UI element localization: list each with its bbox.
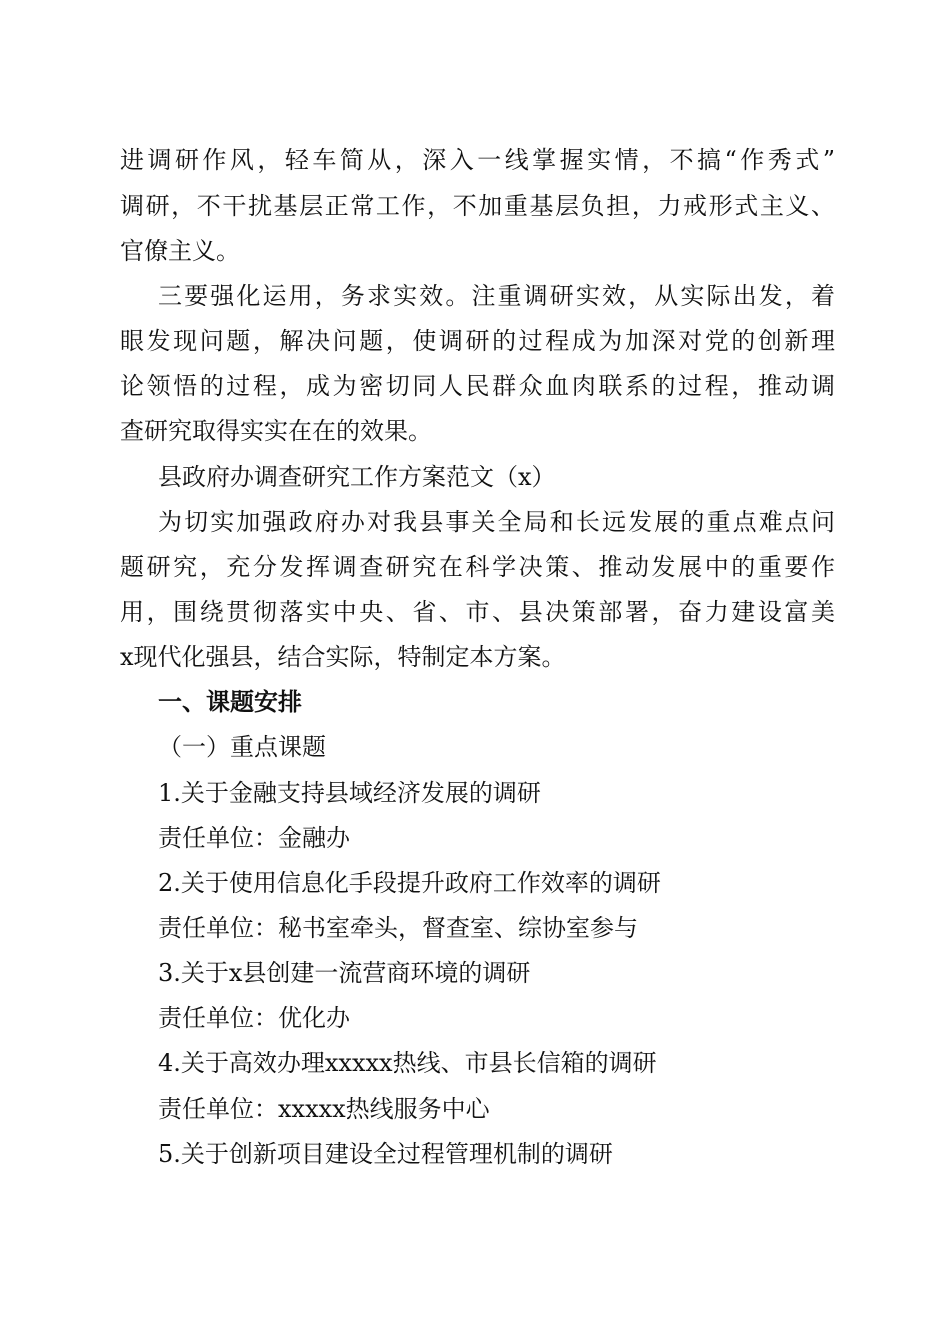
paragraph-start-line: 为切实加强政府办对我县事关全局和长远发展的重点难点问 bbox=[158, 508, 835, 536]
text-line: 进调研作风，轻车简从，深入一线掌握实情，不搞“作秀式” bbox=[120, 146, 835, 174]
topic-item: 3.关于x县创建一流营商环境的调研 bbox=[158, 959, 531, 987]
responsible-unit: 责任单位：秘书室牵头，督查室、综协室参与 bbox=[158, 914, 638, 942]
responsible-unit: 责任单位：xxxxx热线服务中心 bbox=[158, 1095, 490, 1123]
topic-item: 5.关于创新项目建设全过程管理机制的调研 bbox=[158, 1140, 613, 1168]
text-line: 查研究取得实实在在的效果。 bbox=[120, 417, 432, 445]
paragraph-start-line: 三要强化运用，务求实效。注重调研实效，从实际出发，着 bbox=[158, 282, 835, 310]
responsible-unit: 责任单位：优化办 bbox=[158, 1004, 350, 1032]
text-line: 用，围绕贯彻落实中央、省、市、县决策部署，奋力建设富美 bbox=[120, 598, 835, 626]
text-line: 论领悟的过程，成为密切同人民群众血肉联系的过程，推动调 bbox=[120, 372, 835, 400]
text-line: 眼发现问题，解决问题，使调研的过程成为加深对党的创新理 bbox=[120, 327, 835, 355]
topic-item: 4.关于高效办理xxxxx热线、市县长信箱的调研 bbox=[158, 1049, 657, 1077]
text-line: 题研究，充分发挥调查研究在科学决策、推动发展中的重要作 bbox=[120, 553, 835, 581]
topic-item: 2.关于使用信息化手段提升政府工作效率的调研 bbox=[158, 869, 661, 897]
document-title-line: 县政府办调查研究工作方案范文（x） bbox=[158, 463, 556, 491]
text-line: 官僚主义。 bbox=[120, 237, 240, 265]
topic-item: 1.关于金融支持县域经济发展的调研 bbox=[158, 779, 541, 807]
text-line: 调研，不干扰基层正常工作，不加重基层负担，力戒形式主义、 bbox=[120, 192, 835, 220]
text-line: x现代化强县，结合实际，特制定本方案。 bbox=[120, 643, 566, 671]
subsection-heading: （一）重点课题 bbox=[158, 733, 326, 761]
section-heading: 一、课题安排 bbox=[158, 688, 302, 716]
responsible-unit: 责任单位：金融办 bbox=[158, 824, 350, 852]
